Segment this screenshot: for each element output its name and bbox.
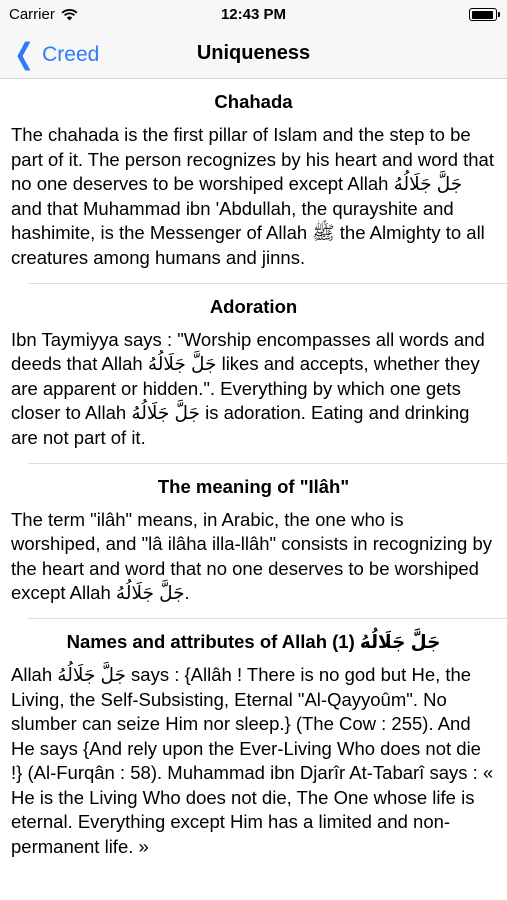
chevron-left-icon: ❮ <box>14 38 35 71</box>
section-title: The meaning of "Ilâh" <box>157 475 350 497</box>
carrier-label: Carrier <box>9 6 55 23</box>
section-title: Names and attributes of Allah (1) جَلَّ جَلَالُهُ <box>66 630 441 652</box>
status-time: 12:43 PM <box>220 6 287 23</box>
section-body: Ibn Taymiyya says : "Worship encompasses all words and deeds that Allah جَلَّ جَلَالُهُ likes and accepts, whether they are apparent or hidden.". Everything by which one gets closer to Allah جَلَّ جَلَالُهُ is adoration. Eating and drinking are not part of it. <box>11 328 485 448</box>
section-body: The chahada is the first pillar of Islam and the step to be part of it. The person recognizes by his heart and word that no one deserves to be worshiped except Allah جَلَّ جَلَالُهُ and that Muhammad ibn 'Abdullah, the qurayshite and hashimite, is the Messenger of Allah ﷺ the Almighty to all creatures among humans and jinns. <box>11 124 494 268</box>
status-bar <box>0 0 507 30</box>
section-adoration <box>0 284 507 463</box>
section-body: The term "ilâh" means, in Arabic, the one who is worshiped, and "lâ ilâha illa-llâh" consists in recognizing by the heart and word that no one deserves to be worshiped except Allah جَلَّ جَلَالُهُ. <box>11 508 493 604</box>
section-meaning-of-ilah <box>0 464 507 618</box>
page-title: Uniqueness <box>196 42 311 64</box>
section-title: Chahada <box>214 91 293 112</box>
section-chahada <box>0 79 507 283</box>
content-list[interactable] <box>0 79 507 872</box>
battery-icon <box>469 8 497 21</box>
navigation-bar <box>0 30 507 79</box>
back-button-label: Creed <box>42 42 100 66</box>
section-body: Allah جَلَّ جَلَالُهُ says : {Allâh ! There is no god but He, the Living, the Self-Subsisting, Eternal "Al-Qayyoûm". No slumber can seize Him nor sleep.} (The Cow : 255). And He says {And rely upon the Ever-Living Who does not die !} (Al-Furqân : 58). Muhammad ibn Djarîr At-Tabarî says : « He is the Living Who does not die, The One whose life is eternal. Everything except Him has a limited and non-permanent life. » <box>11 663 494 858</box>
section-title: Adoration <box>209 295 298 317</box>
section-names-and-attributes <box>0 619 507 872</box>
